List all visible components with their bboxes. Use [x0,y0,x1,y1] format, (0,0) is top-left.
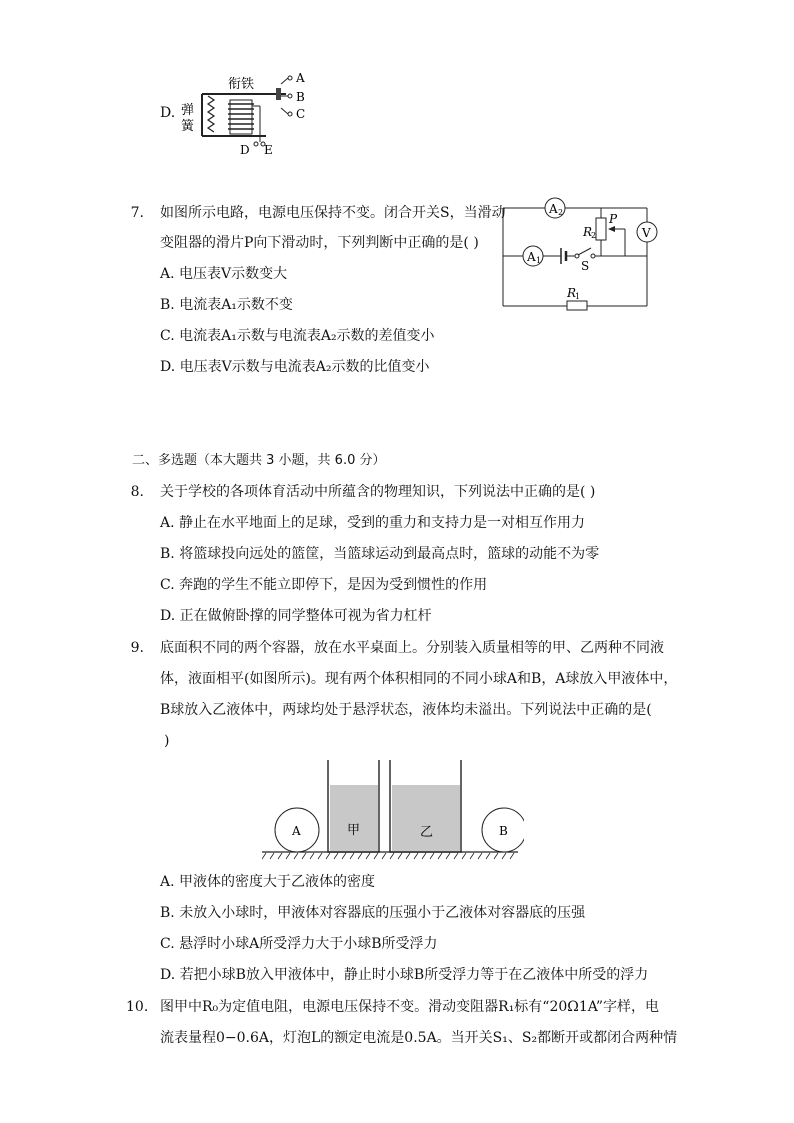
liquid-yi [392,785,460,852]
q7-option-b: B. 电流表A₁示数不变 [160,297,293,313]
fig-label-r2: R [583,225,593,239]
spring [208,96,214,132]
fig-label-liquid-2: 乙 [420,825,434,840]
fig-label-a2: A [549,202,558,216]
ground-hatching [262,853,514,859]
terminal-b [288,94,292,98]
fig-label-p: P [609,212,618,226]
q6-relay-diagram [176,66,306,158]
fig-label-spring-1: 弹 [181,103,195,118]
q9-stem-line1: 底面积不同的两个容器，放在水平桌面上。分别装入质量相等的甲、乙两种不同液 [160,640,664,656]
fig-label-r1-sub: 1 [575,292,581,301]
fig-label-v: V [642,226,651,240]
fig-label-s: S [581,259,590,273]
fig-label-c: C [296,107,306,121]
fig-label-ball-a: A [292,824,301,838]
q7-circuit-diagram [495,196,665,312]
q7-option-d: D. 电压表V示数与电流表A₂示数的比值变小 [160,359,430,375]
q9-containers-diagram [262,758,524,862]
q7-stem-line2: 变阻器的滑片P向下滑动时，下列判断中正确的是( ) [160,235,479,251]
q10-stem-line1: 图甲中R₀为定值电阻，电源电压保持不变。滑动变阻器R₁标有“20Ω1A”字样，电 [160,999,660,1015]
q9-option-a: A. 甲液体的密度大于乙液体的密度 [160,874,376,890]
slider-p [608,226,615,232]
q8-option-c: C. 奔跑的学生不能立即停下，是因为受到惯性的作用 [160,577,488,593]
fig-label-r1: R [567,286,577,300]
rheostat-r2 [596,218,606,240]
q9-option-b: B. 未放入小球时，甲液体对容器底的压强小于乙液体对容器底的压强 [160,905,586,921]
q7-stem-line1: 如图所示电路，电源电压保持不变。闭合开关S，当滑动 [160,205,506,221]
fig-label-liquid-1: 甲 [347,823,361,838]
q6-option-d-letter: D. [160,105,176,121]
q9-stem-line2: 体，液面相平(如图所示)。现有两个体积相同的不同小球A和B，A球放入甲液体中， [160,671,678,687]
fig-label-a1-sub: 1 [536,256,542,265]
q8-option-d: D. 正在做俯卧撑的同学整体可视为省力杠杆 [160,608,432,624]
fig-label-e: E [264,143,273,157]
q9-option-c: C. 悬浮时小球A所受浮力大于小球B所受浮力 [160,936,438,952]
q8-option-b: B. 将篮球投向远处的篮筐，当篮球运动到最高点时，篮球的动能不为零 [160,546,600,562]
fig-label-spring-2: 簧 [181,119,195,134]
q9-number: 9. [130,640,144,656]
section-title: 二、多选题（本大题共 3 小题，共 6.0 分） [132,453,386,468]
resistor-r1 [567,301,587,310]
q7-option-c: C. 电流表A₁示数与电流表A₂示数的差值变小 [160,328,435,344]
liquid-jia [330,785,378,852]
fig-label-ball-b: B [499,824,508,838]
q9-stem-line4: ) [164,733,170,749]
q9-stem-line3: B球放入乙液体中，两球均处于悬浮状态，液体均未溢出。下列说法中正确的是( [160,702,652,718]
fig-label-armature: 衔铁 [228,77,255,92]
q10-number: 10. [126,999,149,1015]
fig-label-b: B [296,90,305,104]
coil-windings [228,104,254,129]
terminal-a [288,76,292,80]
terminal-c [288,112,292,116]
contact-block [276,88,281,100]
q7-option-a: A. 电压表V示数变大 [160,266,288,282]
fig-label-d: D [240,143,250,157]
q8-option-a: A. 静止在水平地面上的足球，受到的重力和支持力是一对相互作用力 [160,515,586,531]
fig-label-a: A [296,71,305,85]
q8-stem: 关于学校的各项体育活动中所蕴含的物理知识，下列说法中正确的是( ) [160,484,596,500]
q10-stem-line2: 流表量程0−0.6A，灯泡L的额定电流是0.5A。当开关S₁、S₂都断开或都闭合两种情 [160,1030,678,1046]
q9-option-d: D. 若把小球B放入甲液体中，静止时小球B所受浮力等于在乙液体中所受的浮力 [160,967,649,983]
switch-s [578,248,591,255]
fig-label-a1: A [527,250,536,264]
fig-label-a2-sub: 2 [558,208,564,217]
terminal-d [254,142,258,146]
q8-number: 8. [130,484,144,500]
q7-number: 7. [130,205,144,221]
fig-label-r2-sub: 2 [591,231,597,240]
